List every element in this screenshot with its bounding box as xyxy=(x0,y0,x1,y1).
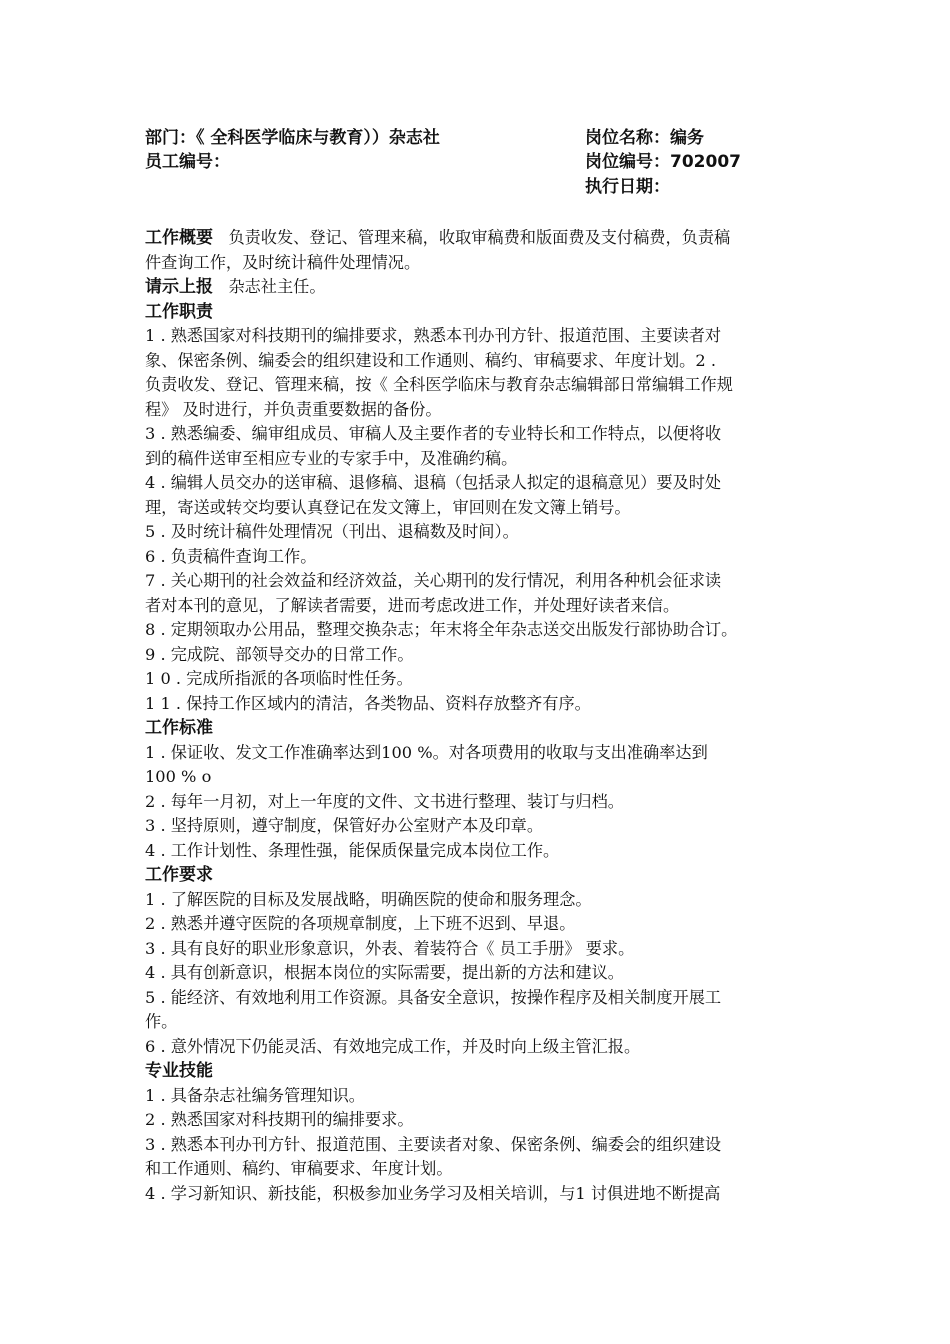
duties-line: 7 . 关心期刊的社会效益和经济效益，关心期刊的发行情况，利用各种机会征求读 xyxy=(145,571,722,590)
requirements-line: 5 . 能经济、有效地利用工作资源。具备安全意识，按操作程序及相关制度开展工 xyxy=(145,987,722,1007)
requirements-heading: 工作要求 xyxy=(145,865,213,885)
duties-line: 程》 及时进行，并负责重要数据的备份。 xyxy=(145,399,442,419)
duties-line: 3 . 熟悉编委、编审组成员、审稿人及主要作者的专业特长和工作特点，以便将收 xyxy=(145,424,722,443)
requirements-line: 3 . 具有良好的职业形象意识，外表、着装符合《 员工手册》 要求。 xyxy=(145,938,635,958)
duties-line: 到的稿件送审至相应专业的专家手中，及准确约稿。 xyxy=(145,448,518,468)
position-name-label: 岗位名称：编务 xyxy=(585,128,704,148)
requirements-line: 2 . 熟悉并遵守医院的各项规章制度，上下班不迟到、早退。 xyxy=(145,914,576,933)
duties-line: 1 . 熟悉国家对科技期刊的编排要求，熟悉本刊办刊方针、报道范围、主要读者对 xyxy=(145,326,722,345)
overview-text: 负责收发、登记、管理来稿，收取审稿费和版面费及支付稿费，负责稿 xyxy=(228,228,731,247)
standards-line: 1 . 保证收、发文工作准确率达到100 %。对各项费用的收取与支出准确率达到 xyxy=(145,742,708,762)
duties-line: 9 . 完成院、部领导交办的日常工作。 xyxy=(145,644,414,664)
duties-line: 理，寄送或转交均要认真登记在发文簿上，审回则在发文簿上销号。 xyxy=(145,497,631,517)
skills-line: 4 . 学习新知识、新技能，积极参加业务学习及相关培训，与1 讨俱进地不断提高 xyxy=(145,1183,721,1203)
requirements-line: 6 . 意外情况下仍能灵活、有效地完成工作，并及时向上级主管汇报。 xyxy=(145,1036,641,1056)
duties-line: 8 . 定期领取办公用品，整理交换杂志；年末将全年杂志送交出版发行部协助合订。 xyxy=(145,620,738,639)
duties-line: 1 1 . 保持工作区域内的清洁，各类物品、资料存放整齐有序。 xyxy=(145,693,591,713)
skills-heading: 专业技能 xyxy=(145,1061,213,1081)
duties-line: 者对本刊的意见，了解读者需要，进而考虑改进工作，并处理好读者来信。 xyxy=(145,595,680,615)
overview-line xyxy=(145,226,845,251)
skills-line: 和工作通则、稿约、审稿要求、年度计划。 xyxy=(145,1159,453,1178)
document-body xyxy=(145,226,845,1206)
duties-line: 4 . 编辑人员交办的送审稿、退修稿、退稿（包括录人拟定的退稿意见）要及时处 xyxy=(145,473,722,492)
position-number-label: 岗位编号：702007 xyxy=(585,152,741,172)
skills-line: 3 . 熟悉本刊办刊方针、报道范围、主要读者对象、保密条例、编委会的组织建设 xyxy=(145,1134,722,1154)
standards-heading: 工作标准 xyxy=(145,718,213,738)
report-text: 杂志社主任。 xyxy=(228,277,326,296)
skills-line: 2 . 熟悉国家对科技期刊的编排要求。 xyxy=(145,1110,414,1129)
employee-number-label: 员工编号： xyxy=(145,152,230,172)
overview-label: 工作概要 xyxy=(145,228,213,248)
requirements-line: 4 . 具有创新意识，根据本岗位的实际需要，提出新的方法和建议。 xyxy=(145,963,624,982)
report-label: 请示上报 xyxy=(145,277,213,297)
standards-line: 2 . 每年一月初，对上一年度的文件、文书进行整理、装订与归档。 xyxy=(145,791,624,811)
standards-line: 4 . 工作计划性、条理性强，能保质保量完成本岗位工作。 xyxy=(145,840,560,860)
duties-line: 负责收发、登记、管理来稿，按《 全科医学临床与教育杂志编辑部日常编辑工作规 xyxy=(145,375,733,394)
report-line xyxy=(145,275,845,300)
duties-line: 象、保密条例、编委会的组织建设和工作通则、稿约、审稿要求、年度计划。2 . xyxy=(145,350,716,370)
skills-line: 1 . 具备杂志社编务管理知识。 xyxy=(145,1085,365,1105)
requirements-line: 作。 xyxy=(145,1012,178,1031)
execution-date-label: 执行日期： xyxy=(585,177,670,197)
department-label: 部门：《 全科医学临床与教育））杂志社 xyxy=(145,128,440,148)
overview-text-continued: 件查询工作，及时统计稿件处理情况。 xyxy=(145,252,421,272)
duties-heading: 工作职责 xyxy=(145,301,213,322)
standards-line: 100 % o xyxy=(145,767,212,786)
requirements-line: 1 . 了解医院的目标及发展战略，明确医院的使命和服务理念。 xyxy=(145,889,592,909)
standards-line: 3 . 坚持原则，遵守制度，保管好办公室财产本及印章。 xyxy=(145,816,544,835)
duties-line: 6 . 负责稿件查询工作。 xyxy=(145,546,317,566)
duties-line: 1 0 . 完成所指派的各项临时性任务。 xyxy=(145,669,413,688)
duties-line: 5 . 及时统计稿件处理情况（刊出、退稿数及时间）。 xyxy=(145,522,519,541)
